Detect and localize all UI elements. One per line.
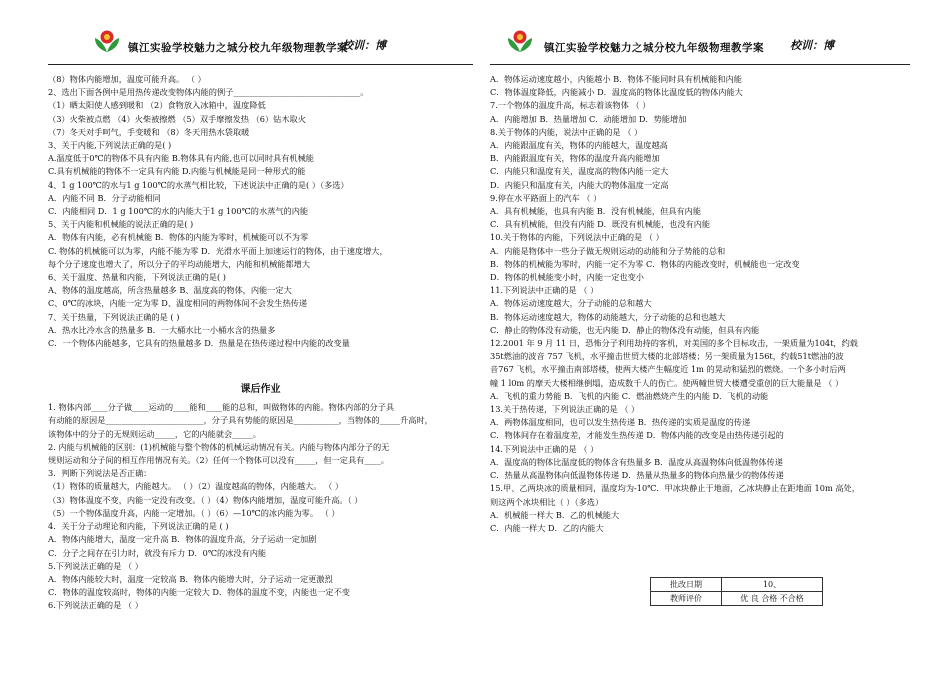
text-line: C．物体的温度较高时，物体的内能一定较大 D．物体的温度不变，内能也一定不变 xyxy=(48,587,350,598)
text-line: 12.2001 年 9 月 11 日，恐怖分子利用劫持的客机，对美国的多个目标攻击，一架质量为104t，约载 xyxy=(490,338,858,349)
text-line: 8.关于物体的内能，说法中正确的是 （ ） xyxy=(490,126,643,137)
text-line: A．机械能一样大 B．乙的机械能大 xyxy=(490,509,620,520)
text-line: C．一个物体内能越多，它具有的热量越多 D．热量是在热传递过程中内能的改变量 xyxy=(48,338,350,349)
header-title: 镇江实验学校魅力之城分校九年级物理教学案 xyxy=(128,42,348,54)
text-line: D．内能只和温度有关，内能大的物体温度一定高 xyxy=(490,179,669,190)
text-line: A．物体有内能，必有机械能 B．物体的内能为零时，机械能可以不为零 xyxy=(48,232,309,243)
text-line: 7、关于热量，下列说法正确的是 ( ) xyxy=(48,311,180,322)
text-line: （7）冬天对手呵气，手变暖和 （8）冬天用热水袋取暖 xyxy=(48,126,250,137)
text-line: （1）物体的质量越大，内能越大。 （ ）（2）温度越高的物体，内能越大。 （ ） xyxy=(48,481,344,492)
text-line: （1）晒太阳使人感到暖和 （2）食物放入冰箱中，温度降低 xyxy=(48,100,266,111)
review-date-label: 批改日期 xyxy=(651,578,722,592)
text-line: C.具有机械能的物体不一定具有内能 D.内能与机械能是同一种形式的能 xyxy=(48,166,306,177)
text-line: 4、1 g 100℃的水与1 g 100℃的水蒸气相比较，下述说法中正确的是( ）（多选） xyxy=(48,179,349,190)
school-logo-icon xyxy=(506,28,534,54)
review-row-date xyxy=(651,578,823,592)
left-header xyxy=(48,40,473,65)
text-line: A．飞机的重力势能 B．飞机的内能 C．燃油燃烧产生的内能 D．飞机的动能 xyxy=(490,390,769,401)
text-line: C．物体温度降低，内能减小 D．温度高的物体比温度低的物体内能大 xyxy=(490,87,743,98)
right-header xyxy=(490,40,910,65)
review-table xyxy=(650,577,823,606)
text-line: A．物体运动速度越小，内能越小 B．物体不能同时具有机械能和内能 xyxy=(490,74,742,84)
text-line: 每个分子速度也增大了，所以分子的平均动能增大，内能和机械能都增大 xyxy=(48,258,311,269)
text-line: A．内能增加 B．热量增加 C．动能增加 D．势能增加 xyxy=(490,113,687,124)
text-line: 有动能的原因是________________________，分子具有势能的原因是___________，当物体的_____升高时， xyxy=(48,415,433,426)
text-line: A．内能不同 B．分子动能相同 xyxy=(48,192,161,203)
text-line: 规则运动和分子间的相互作用情况有关。（2）任何一个物体可以没有_____，但一定具有____。 xyxy=(48,455,389,466)
text-line: 6.下列说法正确的是 （ ） xyxy=(48,600,143,611)
text-line: C．内能只和温度有关，温度高的物体内能一定大 xyxy=(490,166,669,177)
text-line: C．静止的物体没有动能，也无内能 D．静止的物体没有动能，但具有内能 xyxy=(490,324,760,335)
text-line: C．物体间存在着温度差，才能发生热传递 D．物体内能的改变是由热传递引起的 xyxy=(490,430,784,441)
header-motto: 校训：博 xyxy=(342,39,386,52)
text-line: 2. 内能与机械能的区别：(1)机械能与整个物体的机械运动情况有关。内能与物体内部分子的无 xyxy=(48,441,390,452)
left-page xyxy=(48,40,473,613)
text-line: C、0℃的冰块，内能一定为零 D、温度相同的两物体间不会发生热传递 xyxy=(48,298,308,309)
text-line: B．物体的机械能为零时，内能一定不为零 C．物体的内能改变时，机械能也一定改变 xyxy=(490,258,800,269)
text-line: A．物体运动速度越大，分子动能的总和越大 xyxy=(490,298,652,309)
text-line: 2、选出下面各例中是用热传递改变物体内能的例子_______________________________。 xyxy=(48,87,369,98)
text-line: B．内能跟温度有关，物体的温度升高内能增加 xyxy=(490,153,660,164)
text-line: （3）物体温度不变，内能一定没有改变。（ ）（4）物体内能增加，温度可能升高。（ ） xyxy=(48,494,363,505)
text-line: C．热量从高温物体向低温物体传递 D．热量从热量多的物体向热量少的物体传递 xyxy=(490,470,784,481)
text-line: A．内能跟温度有关，物体的内能越大，温度越高 xyxy=(490,140,668,151)
text-line: （3）火柴被点燃 （4）火柴被擦燃 （5）双手摩擦发热 （6）钻木取火 xyxy=(48,113,306,124)
review-eval-label: 教师评价 xyxy=(651,592,722,606)
text-line: 35t燃油的波音 757 飞机，水平撞击世贸大楼的北部塔楼；另一架质量为156t，约载51t燃油的波 xyxy=(490,351,844,362)
text-line: （5）一个物体温度升高，内能一定增加。（ ）（6）—10℃的冰内能为零。 （ ） xyxy=(48,507,340,518)
text-line: 9.停在水平路面上的汽车 （ ） xyxy=(490,192,602,203)
text-line: 该物体中的分子的无规则运动_____，它的内能就会_____。 xyxy=(48,428,261,439)
text-line: B．物体运动速度越大，物体的动能越大，分子动能的总和也越大 xyxy=(490,311,726,322)
header-title: 镇江实验学校魅力之城分校九年级物理教学案 xyxy=(544,42,764,54)
homework-list xyxy=(48,401,473,612)
text-line: 6、关于温度、热量和内能，下列说法正确的是( ) xyxy=(48,272,226,283)
text-line: A．物体内能较大时，温度一定较高 B．物体内能增大时，分子运动一定更激烈 xyxy=(48,573,333,584)
text-line: 10.关于物体的内能，下列说法中正确的是 （ ） xyxy=(490,232,664,243)
text-line: D．物体的机械能变小时，内能一定也变小 xyxy=(490,272,644,283)
text-line: 7.一个物体的温度升高，标志着该物体 （ ） xyxy=(490,100,651,111)
text-line: 幢 1 l0m 的摩天大楼相继倒塌，造成数千人的伤亡。使两幢世贸大楼遭受重创的巨大能量是 （ ） xyxy=(490,377,844,388)
text-line: 3．判断下列说法是否正确： xyxy=(48,468,152,479)
text-line: （8）物体内能增加，温度可能升高。 （ ） xyxy=(48,74,206,84)
text-line: 5、关于内能和机械能的说法正确的是( ) xyxy=(48,219,194,230)
text-line: A．内能是物体中一些分子做无规则运动的动能和分子势能的总和 xyxy=(490,245,726,256)
text-line: A．两物体温度相同，也可以发生热传递 B．热传递的实质是温度的传递 xyxy=(490,417,751,428)
text-line: C．具有机械能，但没有内能 D．既没有机械能，也没有内能 xyxy=(490,219,711,230)
text-line: A、物体的温度越高，所含热量越多 B、温度高的物体，内能一定大 xyxy=(48,285,292,296)
text-line: 5.下列说法正确的是 （ ） xyxy=(48,560,143,571)
exercise-list-top xyxy=(48,73,473,350)
text-line: A．温度高的物体比温度低的物体含有热量多 B．温度从高温物体向低温物体传递 xyxy=(490,456,783,467)
text-line: C. 物体的机械能可以为零，内能不能为零 D．光滑水平面上加速运行的物体，由于速度增大， xyxy=(48,245,388,256)
text-line: 则这两个冰块相比（ ）（多选） xyxy=(490,496,604,507)
text-line: 15.甲、乙两块冰的质量相同，温度均为-10℃．甲冰块静止于地面，乙冰块静止在距地面 10m 高处， xyxy=(490,483,860,494)
text-line: 11.下列说法中正确的是 （ ） xyxy=(490,285,599,296)
text-line: 14.下列说法中正确的是 （ ） xyxy=(490,443,599,454)
text-line: A．物体内能增大，温度一定升高 B．物体的温度升高，分子运动一定加剧 xyxy=(48,534,317,545)
text-line: 3、关于内能,下列说法正确的是( ) xyxy=(48,140,172,151)
review-eval-value: 优 良 合格 不合格 xyxy=(722,592,823,606)
header-motto: 校训：博 xyxy=(790,39,834,52)
text-line: 4．关于分子动理论和内能，下列说法正确的是 ( ) xyxy=(48,521,229,532)
right-page xyxy=(490,40,910,535)
text-line: A．热水比冷水含的热量多 B．一大桶水比一小桶水含的热量多 xyxy=(48,324,276,335)
review-row-eval xyxy=(651,592,823,606)
review-date-value: 10、 xyxy=(722,578,823,592)
text-line: 1. 物体内部____分子做____运动的____能和____能的总和，叫做物体的内能。物体内部的分子具 xyxy=(48,402,395,413)
text-line: A.温度低于0℃的物体不具有内能 B.物体具有内能,也可以同时具有机械能 xyxy=(48,153,314,164)
school-logo-icon xyxy=(93,28,121,54)
exercise-list-right xyxy=(490,73,910,535)
text-line: C．分子之间存在引力时，就没有斥力 D．0℃的冰没有内能 xyxy=(48,547,267,558)
text-line: C．内能相同 D．1 g 100℃的水的内能大于1 g 100℃的水蒸气的内能 xyxy=(48,206,309,217)
text-line: 音767 飞机，水平撞击南部塔楼，使两大楼产生幅度近 1m 的晃动和猛烈的燃烧。一个多小时后两 xyxy=(490,364,846,375)
text-line: C．内能一样大 D．乙的内能大 xyxy=(490,522,604,533)
text-line: A．具有机械能，也具有内能 B．没有机械能，但具有内能 xyxy=(490,206,702,217)
text-line: 13.关于热传递，下列说法正确的是 （ ） xyxy=(490,404,640,415)
homework-title: 课后作业 xyxy=(240,384,281,396)
